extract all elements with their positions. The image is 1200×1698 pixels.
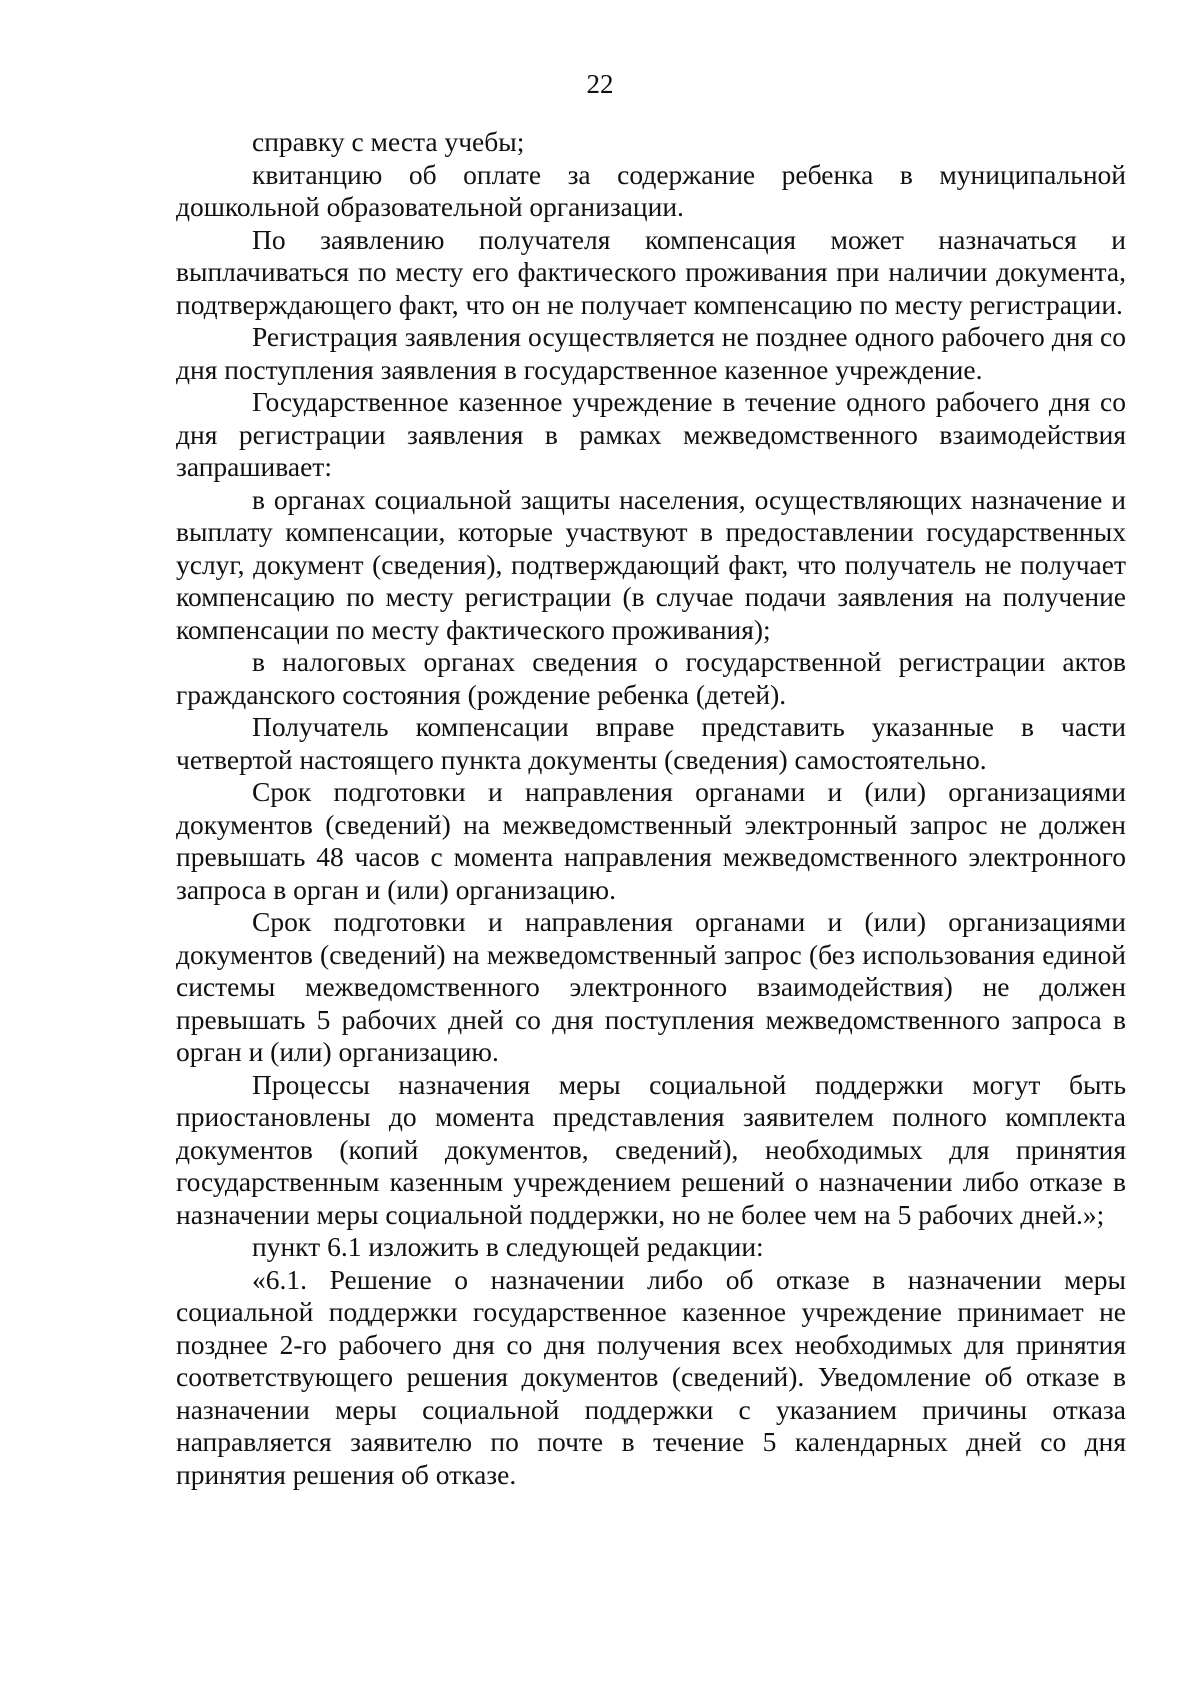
paragraph: Регистрация заявления осуществляется не позднее одного рабочего дня со дня поступления заявления в государственное казенное учреждение. [176, 321, 1126, 385]
paragraph: справку с места учебы; [252, 126, 525, 157]
paragraph: Срок подготовки и направления органами и (или) организациями документов (сведений) на межведомственный запрос (без использования единой системы межведомственного электронного взаимодействия) не должен превышать 5 рабочих дней со дня поступления межведомственного запроса в орган и (или) организацию. [176, 906, 1126, 1067]
paragraph: Срок подготовки и направления органами и (или) организациями документов (сведений) на межведомственный электронный запрос не должен превышать 48 часов с момента направления межведомственного электронного запроса в орган и (или) организацию. [176, 776, 1126, 905]
paragraph: в органах социальной защиты населения, осуществляющих назначение и выплату компенсации, которые участвуют в предоставлении государственных услуг, документ (сведения), подтверждающий факт, что получатель не получает компенсацию по месту регистрации (в случае подачи заявления на получение компенсации по месту фактического проживания); [176, 483, 1126, 645]
paragraph: Процессы назначения меры социальной поддержки могут быть приостановлены до момента представления заявителем полного комплекта документов (копий документов, сведений), необходимых для принятия государственным казенным учреждением решений о назначении либо отказе в назначении меры социальной поддержки, но не более чем на 5 рабочих дней.»; [176, 1068, 1126, 1230]
paragraph: Получатель компенсации вправе представить указанные в части четвертой настоящего пункта документы (сведения) самостоятельно. [176, 711, 1126, 775]
paragraph: в налоговых органах сведения о государственной регистрации актов гражданского состояния (рождение ребенка (детей). [176, 646, 1126, 710]
paragraph: пункт 6.1 изложить в следующей редакции: [252, 1231, 764, 1262]
paragraph: квитанцию об оплате за содержание ребенка в муниципальной дошкольной образовательной организации. [176, 158, 1126, 222]
paragraph: «6.1. Решение о назначении либо об отказе в назначении меры социальной поддержки государственное казенное учреждение принимает не позднее 2-го рабочего дня со дня получения всех необходимых для принятия соответствующего решения документов (сведений). Уведомление об отказе в назначении меры социальной поддержки с указанием причины отказа направляется заявителю по почте в течение 5 календарных дней со дня принятия решения об отказе. [176, 1263, 1126, 1490]
page-number: 22 [586, 69, 614, 99]
paragraph: Государственное казенное учреждение в течение одного рабочего дня со дня регистрации заявления в рамках межведомственного взаимодействия запрашивает: [176, 386, 1126, 482]
document-body [176, 126, 1126, 1491]
paragraph: По заявлению получателя компенсация может назначаться и выплачиваться по месту его фактического проживания при наличии документа, подтверждающего факт, что он не получает компенсацию по месту регистрации. [176, 223, 1126, 320]
